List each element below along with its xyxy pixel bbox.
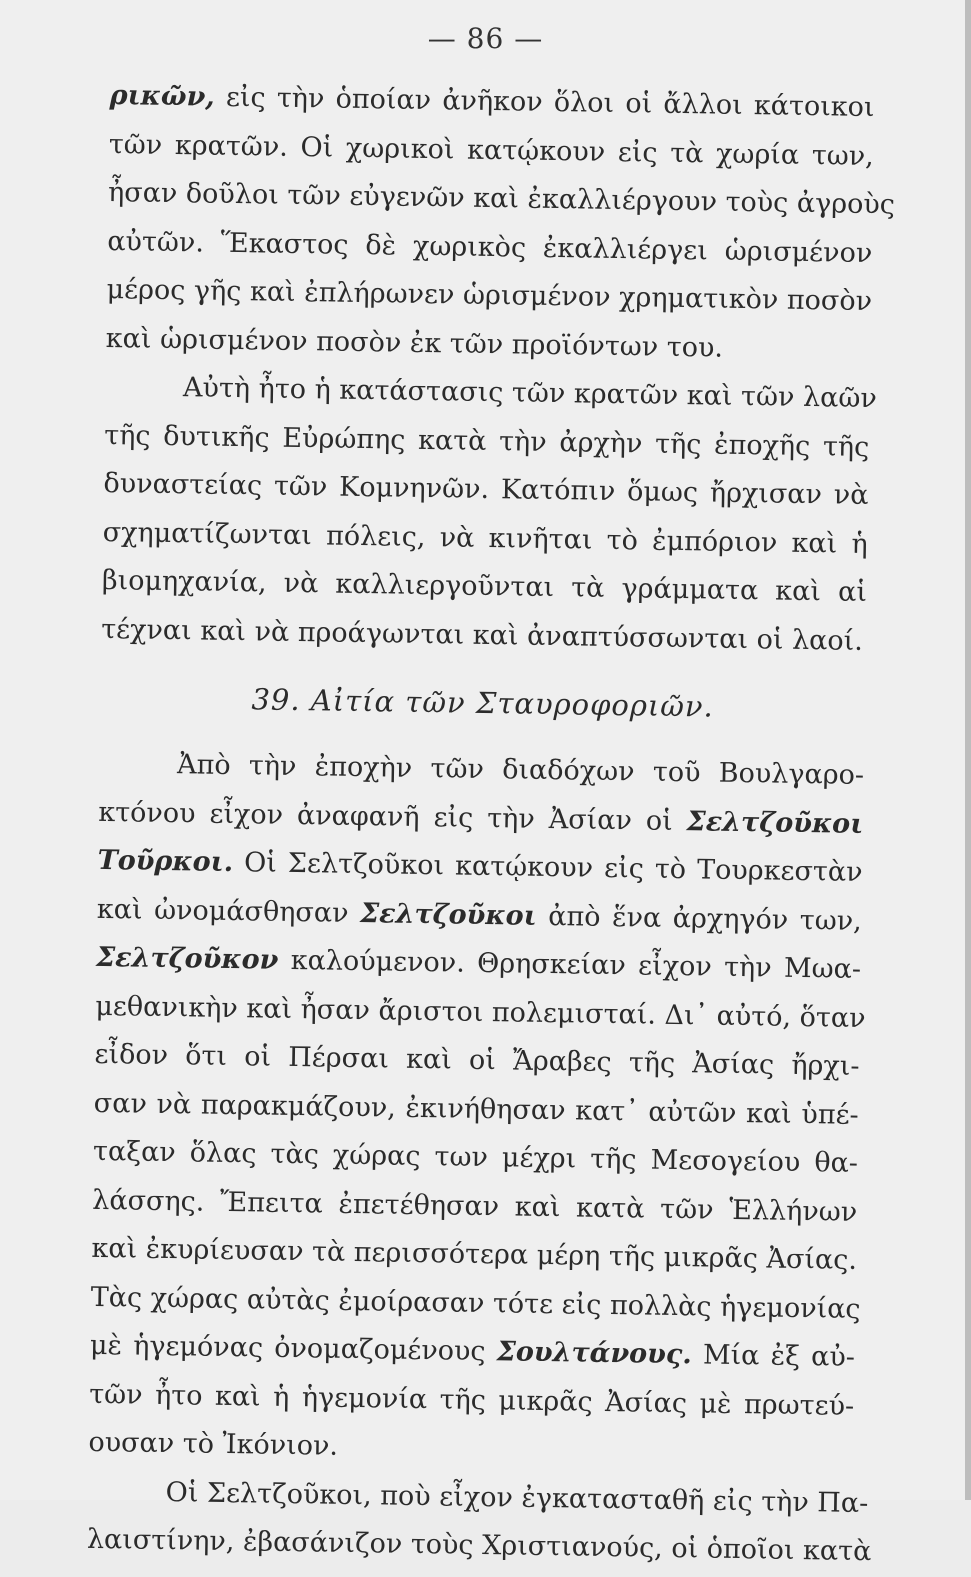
text-line: ταξαν ὅλας τὰς χώρας των μέχρι τῆς Μεσογείου θα-	[92, 1135, 859, 1179]
text-line: Σελτζοῦκον καλούμενον. Θρησκείαν εἶχον τὴν Μωα-	[95, 941, 862, 985]
text-line: τῶν ἦτο καὶ ἡ ἡγεμονία τῆς μικρᾶς Ἀσίας μὲ πρωτεύ-	[88, 1378, 855, 1422]
text-line: σαν νὰ παρακμάζουν, ἐκινήθησαν κατ᾿ αὐτῶν καὶ ὑπέ-	[93, 1087, 859, 1131]
text-line: Τὰς χώρας αὐτὰς ἐμοίρασαν τότε εἰς πολλὰς ἡγεμονίας	[90, 1281, 861, 1325]
text-line: εἶδον ὅτι οἱ Πέρσαι καὶ οἱ Ἄραβες τῆς Ἀσίας ἤρχι-	[94, 1038, 860, 1082]
text-line: Αὐτὴ ἦτο ἡ κατάστασις τῶν κρατῶν καὶ τῶν λαῶν	[182, 372, 878, 415]
text-line: λάσσης. Ἔπειτα ἐπετέθησαν καὶ κατὰ τῶν Ἑλλήνων	[92, 1184, 858, 1228]
text-line: Οἱ Σελτζοῦκοι, ποὺ εἶχον ἐγκατασταθῆ εἰς τὴν Πα-	[165, 1476, 869, 1519]
text-line: λαιστίνην, ἐβασάνιζον τοὺς Χριστιανούς, οἱ ὁποῖοι κατὰ	[86, 1523, 872, 1568]
text-line: καὶ ὡρισμένον ποσὸν ἐκ τῶν προϊόντων του.	[105, 322, 724, 364]
text-line: καὶ ὠνομάσθησαν Σελτζοῦκοι ἀπὸ ἕνα ἀρχηγόν των,	[96, 893, 863, 937]
text-line: σχηματίζωνται πόλεις, νὰ κινῆται τὸ ἐμπόριον καὶ ἡ	[102, 516, 868, 560]
text-line: Τοῦρκοι. Οἱ Σελτζοῦκοι κατῴκουν εἰς τὸ Τουρκεστὰν	[97, 844, 863, 888]
text-line: καὶ ἐκυρίευσαν τὰ περισσότερα μέρη τῆς μικρᾶς Ἀσίας.	[91, 1232, 858, 1276]
text-line: βιομηχανία, νὰ καλλιεργοῦνται τὰ γράμματα καὶ αἱ	[101, 564, 868, 608]
text-line: ουσαν τὸ Ἰκόνιον.	[88, 1426, 339, 1462]
text-line: ἦσαν δοῦλοι τῶν εὐγενῶν καὶ ἐκαλλιέργουν τοὺς ἀγροὺς	[107, 176, 896, 221]
text-line: τῶν κρατῶν. Οἱ χωρικοὶ κατῴκουν εἰς τὰ χωρία των,	[108, 128, 875, 172]
text-line: μέρος γῆς καὶ ἐπλήρωνεν ὡρισμένον χρηματικὸν ποσὸν	[106, 273, 873, 317]
text-line: ρικῶν, εἰς τὴν ὁποίαν ἀνῆκον ὅλοι οἱ ἄλλοι κάτοικοι	[109, 79, 875, 124]
text-line: τέχναι καὶ νὰ προάγωνται καὶ ἀναπτύσσωνται οἱ λαοί.	[101, 613, 864, 657]
text-line: αὐτῶν. Ἕκαστος δὲ χωρικὸς ἐκαλλιέργει ὡρισμένον	[107, 225, 873, 269]
text-line: μὲ ἡγεμόνας ὀνομαζομένους Σουλτάνους. Μία ἐξ αὐ-	[89, 1329, 856, 1373]
text-line: μεθανικὴν καὶ ἦσαν ἄριστοι πολεμισταί. Δι᾿ αὐτό, ὅταν	[95, 990, 866, 1034]
page-edge-shadow	[965, 0, 971, 1500]
body-text	[86, 72, 896, 1576]
page-number: — 86 —	[427, 22, 544, 55]
text-line: κτόνου εἶχον ἀναφανῆ εἰς τὴν Ἀσίαν οἱ Σελτζοῦκοι	[98, 796, 864, 840]
text-line: δυναστείας τῶν Κομνηνῶν. Κατόπιν ὅμως ἤρχισαν νὰ	[103, 467, 869, 511]
section-heading: 39. Αἰτία τῶν Σταυροφοριῶν.	[251, 682, 715, 724]
text-line: τῆς δυτικῆς Εὐρώπης κατὰ τὴν ἀρχὴν τῆς ἐποχῆς τῆς	[104, 419, 870, 463]
text-line: Ἀπὸ τὴν ἐποχὴν τῶν διαδόχων τοῦ Βουλγαρο-	[176, 749, 865, 791]
